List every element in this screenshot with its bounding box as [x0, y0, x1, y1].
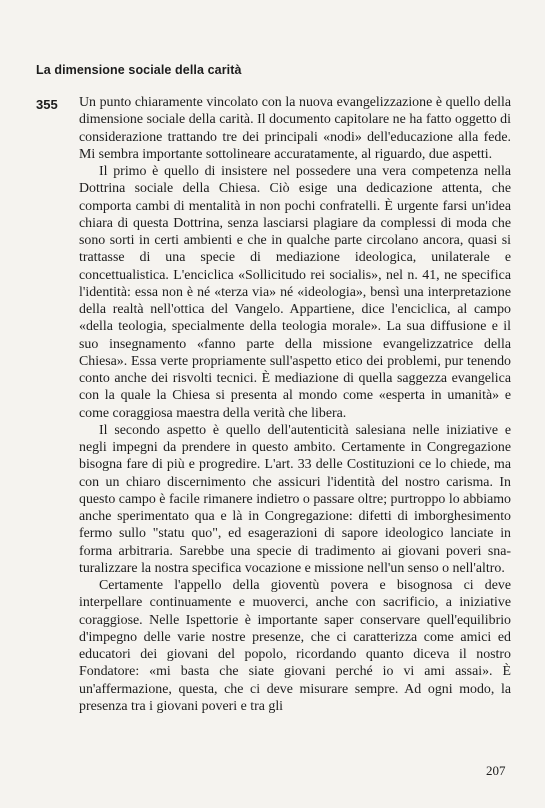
paragraph-4: Certamente l'appello della gioventù povera e bisognosa ci deve interpellare continuamente e muoverci, anche con sacrificio, a iniziative coraggiose. Nelle Ispettorie è importante saper conservare quell'equilibrio d'impegno delle varie nostre presenze, che ci caratterizza come amici ed educatori dei giovani del popolo, ricordando quanto diceva il nostro Fondatore: «mi basta che siate giovani perché io vi ami assai». È un'affermazione, questa, che ci deve misurare sempre. Ad ogni modo, la presenza tra i giovani poveri e tra gli [79, 578, 511, 714]
paragraph-3: Il secondo aspetto è quello dell'autenticità salesiana nelle iniziative e negli impegni da prendere in questo ambito. Certamente in Congregazione bisogna fare di più e progredire. L'art. 33 delle Costituzioni ce lo chiede, ma con un chiaro discernimento che assicuri l'identità del nostro carisma. In questo campo è facile rimanere indietro o passare oltre; purtroppo lo abbiamo anche sperimentato qua e là in Congregazione: difetti di imborghesimento fermo sullo "statu quo", ed esagerazioni di sapore ideologico lanciate in forma arbitraria. Sarebbe una specie di tradimento ai giovani poveri snaturalizzare la nostra specifica vocazione e missione nell'un senso o nell'altro. [79, 422, 511, 576]
paragraph-2: Il primo è quello di insistere nel possedere una vera competenza nella Dottrina sociale della Chiesa. Ciò esige una dedicazione attenta, che comporta cambi di mentalità in non pochi confratelli. È urgente farsi un'idea chiara di questa Dottrina, senza lasciarsi plagiare da complessi di moda che sono sorti in certi ambienti e che in qualche parte circolano ancora, quasi si trattasse di una specie di mediazione ideologica, unilaterale e concettualistica. L'enciclica «Sollicitudo rei socialis», nel n. 41, ne specifica l'identità: essa non è né «terza via» né «ideologia», bensì una interpretazione della realtà nell'ottica del Vangelo. Appartiene, dice l'enciclica, al campo «della teologia, specialmente della teologia morale». La sua diffusione e il suo insegnamento «fanno parte della missione evangelizzatrice della Chiesa». Essa verte propriamente sull'aspetto etico dei problemi, pur tenendo conto anche dei risvolti tecnici. È mediazione di quella saggezza evangelica con la quale la Chiesa si presenta al mondo come «esperta in umanità» e come coraggiosa maestra della verità che libera. [79, 164, 511, 421]
paragraph-1: Un punto chiaramente vincolato con la nuova evangelizzazione è quello della dimensione sociale della carità. Il documento capitolare ne ha fatto oggetto di considerazione trattando tre dei principali «nodi» dell'educazione alla fede. Mi sembra importante sottolineare accuratamente, al riguardo, due aspetti. [79, 95, 511, 162]
page-number: 207 [486, 763, 506, 778]
section-heading: La dimensione sociale della carità [36, 63, 242, 77]
paragraph-number: 355 [36, 97, 58, 112]
body-text [79, 94, 511, 715]
